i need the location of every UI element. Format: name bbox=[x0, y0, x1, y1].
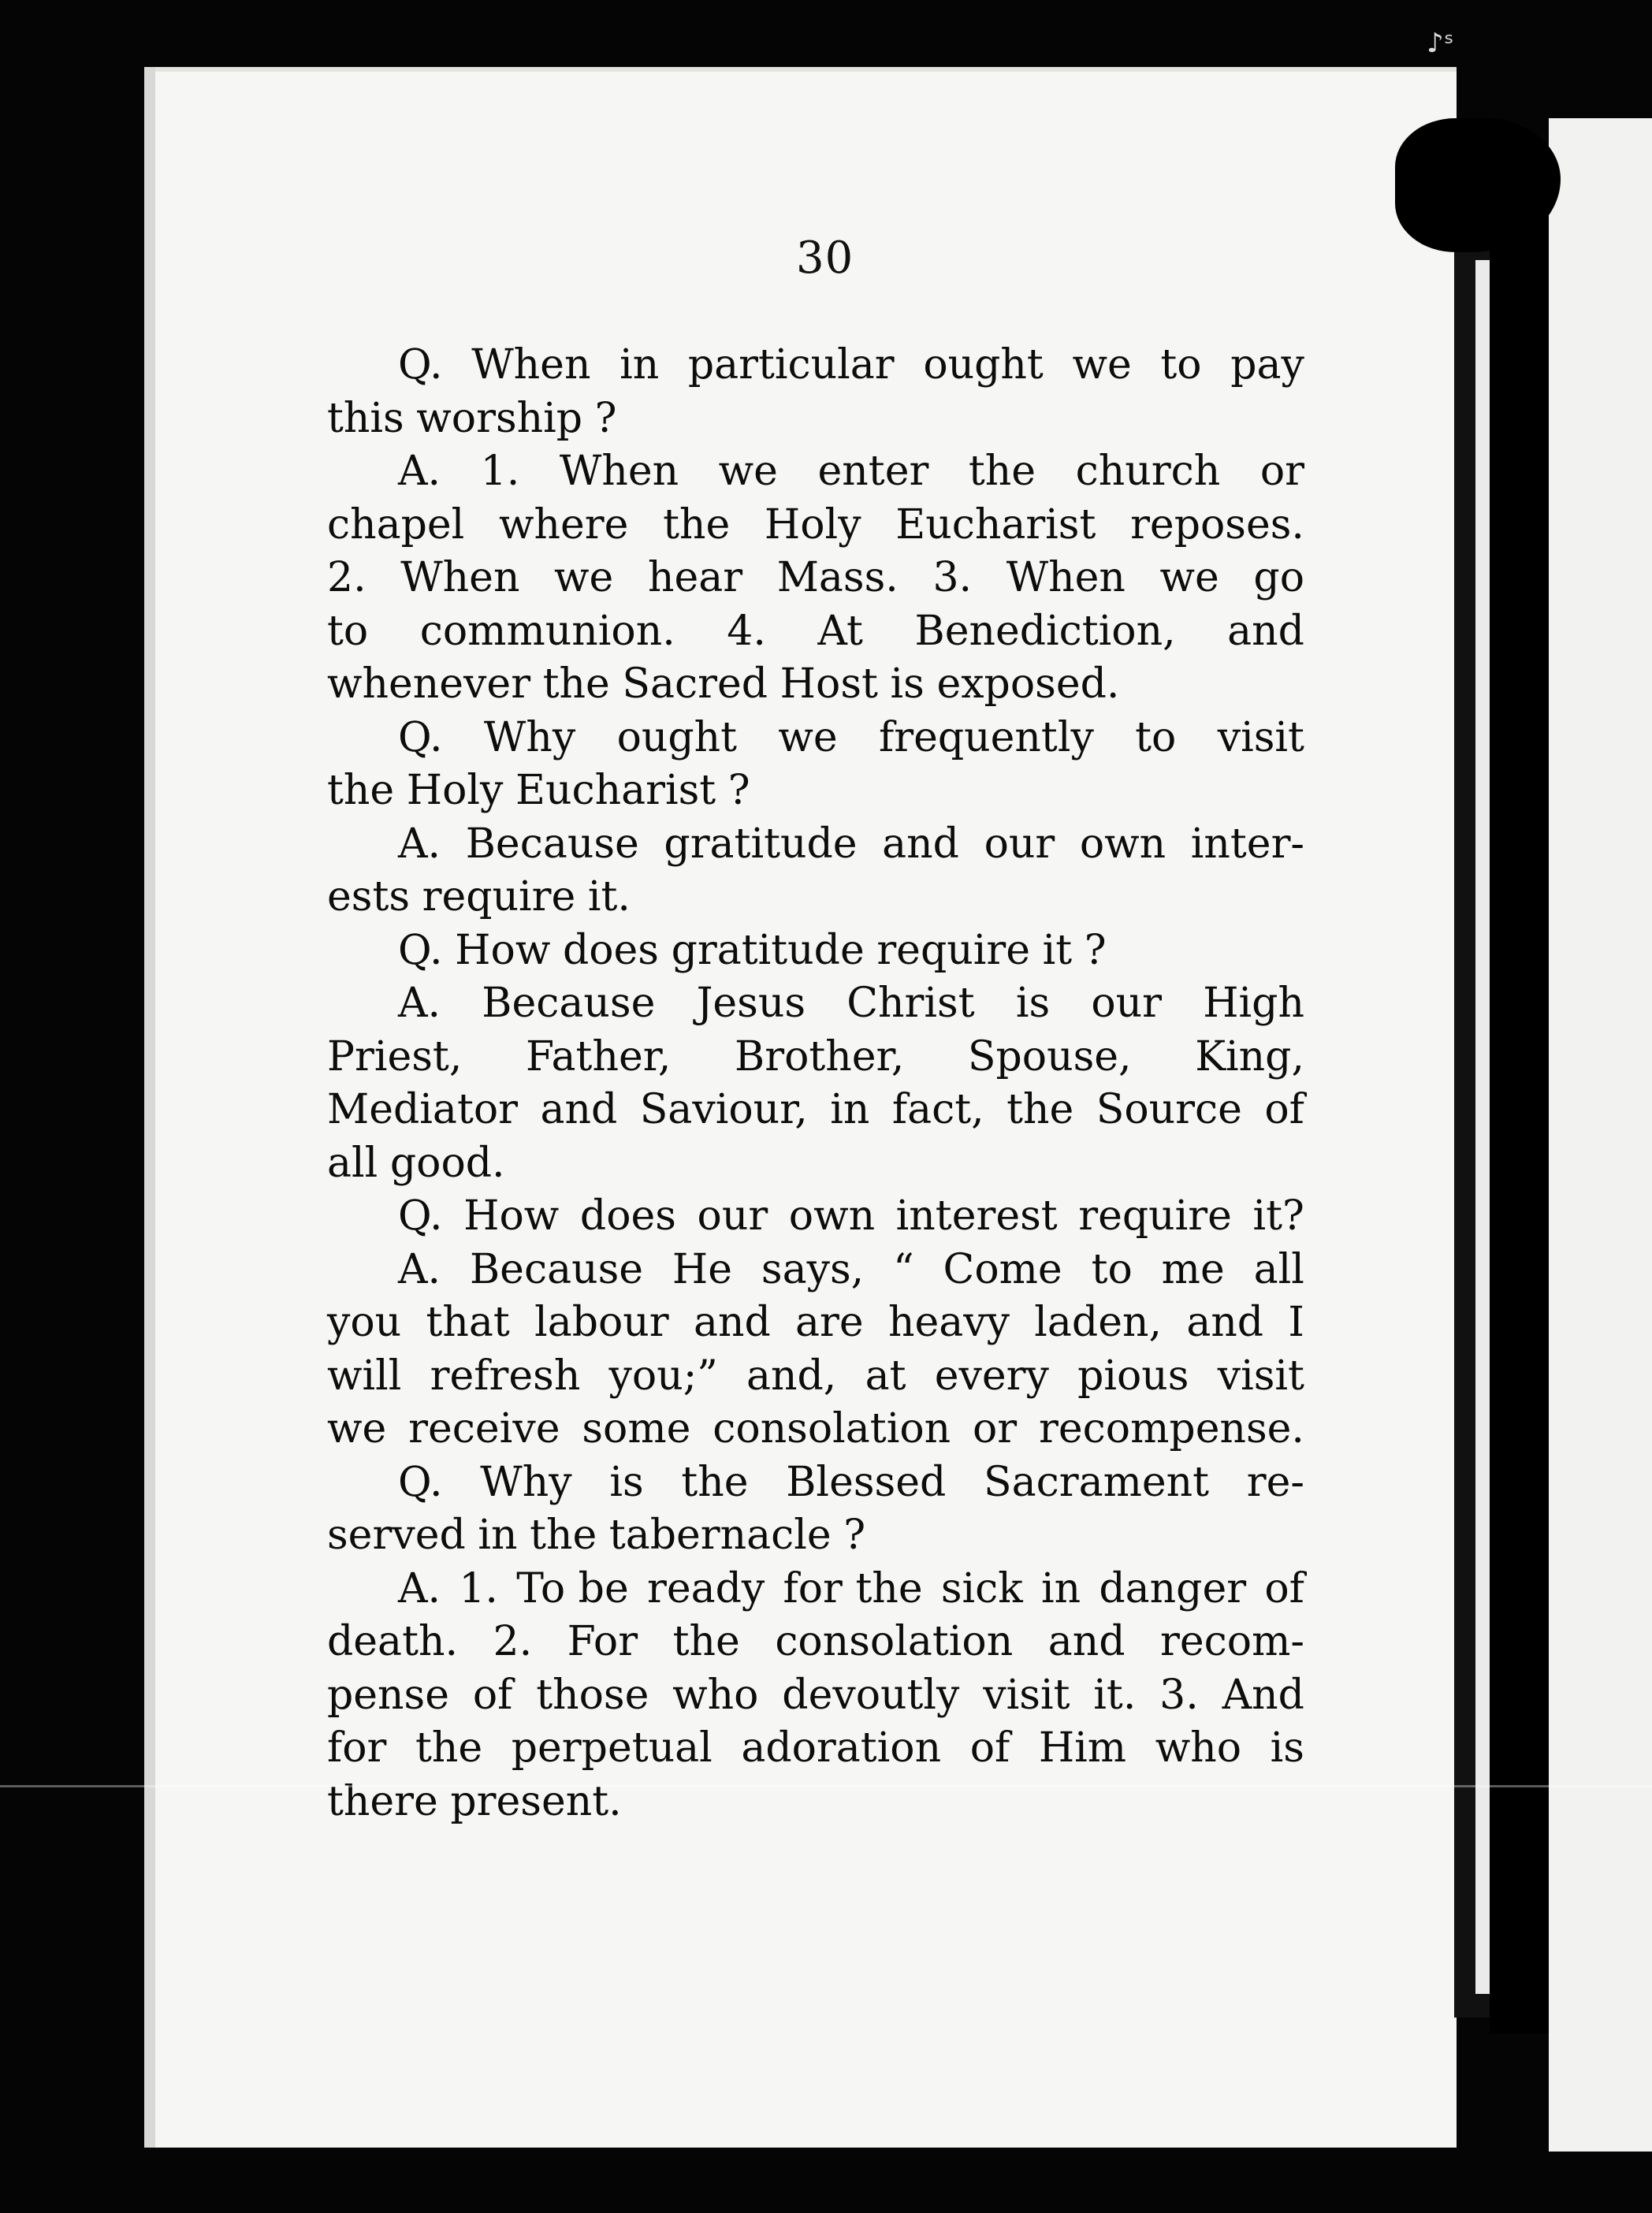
word: does bbox=[562, 926, 659, 974]
word: Because bbox=[469, 1245, 644, 1293]
word: we bbox=[1072, 341, 1132, 389]
text-line bbox=[327, 1403, 1304, 1456]
word: it? bbox=[1252, 1192, 1304, 1240]
word: all bbox=[327, 1139, 378, 1187]
text-line bbox=[327, 1350, 1304, 1404]
word: we bbox=[554, 554, 614, 601]
word: visit bbox=[983, 1671, 1070, 1719]
word: the bbox=[530, 1512, 597, 1559]
word: reposes. bbox=[1130, 500, 1304, 549]
word: at bbox=[865, 1352, 906, 1400]
word: A. bbox=[398, 980, 441, 1027]
word: you bbox=[327, 1299, 402, 1346]
word: Benediction, bbox=[914, 607, 1176, 655]
word: Why bbox=[480, 1458, 572, 1506]
text-line bbox=[327, 1563, 1304, 1616]
word: 2. bbox=[493, 1618, 533, 1665]
text-line bbox=[327, 1616, 1304, 1669]
word: hear bbox=[647, 554, 743, 601]
text-line bbox=[327, 1084, 1304, 1137]
word: Because bbox=[482, 980, 656, 1027]
text-line bbox=[327, 977, 1304, 1031]
word: present. bbox=[450, 1777, 622, 1825]
word: gratitude bbox=[671, 926, 865, 974]
text-line bbox=[327, 1296, 1304, 1350]
word: to bbox=[1135, 713, 1177, 761]
word: ? bbox=[1084, 926, 1107, 974]
word: me bbox=[1161, 1245, 1225, 1293]
page-gutter-edge bbox=[1475, 260, 1490, 1994]
word: ought bbox=[616, 713, 738, 761]
word: A. bbox=[398, 1245, 441, 1293]
word: particular bbox=[687, 341, 895, 389]
word: visit bbox=[1217, 1352, 1304, 1400]
word: it bbox=[1042, 926, 1073, 974]
word: in bbox=[1041, 1564, 1081, 1612]
word: ought bbox=[923, 341, 1044, 389]
word: When bbox=[1006, 554, 1126, 601]
word: Saviour, bbox=[639, 1086, 808, 1133]
word: Sacrament bbox=[983, 1458, 1210, 1506]
page-number: 30 bbox=[796, 232, 854, 284]
word: Mediator bbox=[327, 1086, 518, 1133]
text-line bbox=[327, 445, 1304, 499]
word: 4. bbox=[727, 607, 766, 655]
text-line bbox=[327, 1722, 1304, 1776]
word: ests bbox=[327, 873, 411, 921]
word: Q. bbox=[398, 713, 443, 761]
word: the bbox=[327, 767, 395, 814]
word: Mass. bbox=[776, 554, 899, 601]
word: for bbox=[327, 1724, 387, 1772]
word: fact, bbox=[891, 1086, 984, 1133]
word: pay bbox=[1230, 341, 1304, 389]
word: this bbox=[327, 394, 404, 442]
word: chapel bbox=[327, 500, 465, 549]
text-line bbox=[327, 764, 1304, 818]
word: Him bbox=[1038, 1724, 1127, 1772]
word: For bbox=[567, 1618, 638, 1665]
word: every bbox=[934, 1352, 1049, 1400]
word: To be bbox=[516, 1564, 629, 1612]
word: pious bbox=[1077, 1352, 1189, 1400]
word: who bbox=[672, 1671, 759, 1719]
word: death. bbox=[327, 1618, 458, 1665]
word: all bbox=[1253, 1245, 1304, 1293]
word: Brother, bbox=[735, 1032, 905, 1080]
word: refresh bbox=[430, 1352, 581, 1400]
word: King, bbox=[1195, 1032, 1304, 1080]
word: Christ bbox=[846, 980, 975, 1027]
word: there bbox=[327, 1777, 438, 1825]
word: whenever bbox=[327, 660, 531, 708]
word: ? bbox=[727, 767, 750, 814]
word: laden, bbox=[1034, 1299, 1163, 1346]
word: is bbox=[609, 1458, 644, 1506]
word: A. bbox=[398, 448, 441, 495]
word: in bbox=[478, 1512, 518, 1559]
binding-shadow bbox=[1490, 197, 1549, 2033]
word: danger bbox=[1099, 1564, 1247, 1612]
word: that bbox=[426, 1299, 510, 1346]
text-line bbox=[327, 1456, 1304, 1510]
word: to bbox=[1160, 341, 1202, 389]
word: we bbox=[1159, 554, 1219, 601]
text-line bbox=[327, 499, 1304, 552]
word: When bbox=[471, 341, 591, 389]
text-line bbox=[327, 605, 1304, 659]
word: Jesus bbox=[696, 980, 806, 1027]
word: heavy bbox=[887, 1299, 1010, 1346]
word: and bbox=[540, 1086, 618, 1133]
word: we bbox=[718, 448, 778, 495]
word: it. bbox=[1093, 1671, 1137, 1719]
word: you;” bbox=[608, 1352, 718, 1400]
word: recom- bbox=[1160, 1618, 1304, 1665]
opposite-page-edge bbox=[1549, 118, 1652, 2152]
word: says, bbox=[761, 1245, 865, 1293]
word: is bbox=[890, 660, 925, 708]
word: Q. bbox=[398, 926, 443, 974]
word: re- bbox=[1246, 1458, 1304, 1506]
word: who bbox=[1155, 1724, 1242, 1772]
word: How bbox=[463, 1192, 560, 1240]
word: frequently bbox=[879, 713, 1094, 761]
word: to bbox=[327, 607, 369, 655]
word: Blessed bbox=[786, 1458, 947, 1506]
word: own bbox=[1079, 820, 1166, 868]
word: 3. bbox=[1159, 1671, 1199, 1719]
word: Why bbox=[483, 713, 576, 761]
word: Q. bbox=[398, 341, 443, 389]
word: require bbox=[422, 873, 576, 921]
word: 2. bbox=[327, 554, 366, 601]
word: ? bbox=[594, 394, 617, 442]
word: where bbox=[498, 500, 629, 549]
scan-artifact-line bbox=[0, 1785, 1652, 1787]
word: perpetual bbox=[511, 1724, 713, 1772]
word: I bbox=[1288, 1299, 1304, 1346]
text-line bbox=[327, 1244, 1304, 1297]
word: A. bbox=[398, 820, 441, 868]
catechism-text bbox=[327, 339, 1304, 1828]
text-line bbox=[327, 1509, 1304, 1563]
word: those bbox=[536, 1671, 649, 1719]
word: the bbox=[663, 500, 731, 549]
word: Holy bbox=[406, 767, 504, 814]
word: He bbox=[672, 1245, 733, 1293]
text-line bbox=[327, 818, 1304, 872]
word: in bbox=[620, 341, 660, 389]
text-line bbox=[327, 658, 1304, 712]
word: and bbox=[882, 820, 959, 868]
word: the bbox=[672, 1618, 740, 1665]
word: our bbox=[1091, 980, 1162, 1027]
word: the bbox=[681, 1458, 749, 1506]
word: consolation bbox=[713, 1405, 951, 1452]
word: we bbox=[327, 1405, 387, 1452]
text-line bbox=[327, 924, 1304, 978]
word: Holy bbox=[764, 500, 861, 549]
text-line bbox=[327, 392, 1304, 446]
text-line bbox=[327, 552, 1304, 605]
word: of bbox=[969, 1724, 1010, 1772]
word: receive bbox=[408, 1405, 560, 1452]
word: 1. bbox=[480, 448, 520, 495]
word: is bbox=[1015, 980, 1051, 1027]
text-line bbox=[327, 1669, 1304, 1723]
word: our bbox=[697, 1192, 768, 1240]
word: is bbox=[1270, 1724, 1304, 1772]
word: we bbox=[778, 713, 838, 761]
word: Eucharist bbox=[895, 500, 1096, 549]
word: the bbox=[415, 1724, 483, 1772]
word: inter- bbox=[1190, 820, 1304, 868]
word: exposed. bbox=[936, 660, 1120, 708]
word: own bbox=[788, 1192, 876, 1240]
word: require bbox=[876, 926, 1030, 974]
word: interest bbox=[895, 1192, 1058, 1240]
word: A. bbox=[398, 1564, 441, 1612]
text-line bbox=[327, 871, 1304, 924]
word: Sacred bbox=[622, 660, 768, 708]
word: Father, bbox=[526, 1032, 672, 1080]
word: Q. bbox=[398, 1458, 443, 1506]
word: or bbox=[973, 1405, 1018, 1452]
word: served bbox=[327, 1512, 466, 1559]
word: gratitude bbox=[664, 820, 858, 868]
word: worship bbox=[416, 394, 583, 442]
word: ready bbox=[646, 1564, 765, 1612]
word: labour bbox=[534, 1299, 669, 1346]
word: Spouse, bbox=[967, 1032, 1132, 1080]
word: go bbox=[1253, 554, 1304, 601]
word: will bbox=[327, 1352, 402, 1400]
word: for the bbox=[783, 1564, 923, 1612]
word: of bbox=[472, 1671, 513, 1719]
word: communion. bbox=[419, 607, 675, 655]
word: some bbox=[582, 1405, 691, 1452]
word: Source bbox=[1096, 1086, 1242, 1133]
word: and bbox=[1227, 607, 1304, 655]
word: enter bbox=[817, 448, 929, 495]
word: to bbox=[1091, 1245, 1133, 1293]
word: and, bbox=[746, 1352, 837, 1400]
word: “ bbox=[893, 1245, 914, 1293]
text-line bbox=[327, 1776, 1304, 1829]
word: Host bbox=[779, 660, 878, 708]
word: good. bbox=[389, 1139, 505, 1187]
text-line bbox=[327, 1031, 1304, 1084]
word: pense bbox=[327, 1671, 450, 1719]
word: does bbox=[579, 1192, 676, 1240]
word: devoutly bbox=[782, 1671, 960, 1719]
word: 3. bbox=[932, 554, 973, 601]
word: recompense. bbox=[1039, 1405, 1304, 1452]
text-line bbox=[327, 339, 1304, 392]
word: of bbox=[1264, 1086, 1304, 1133]
word: it. bbox=[587, 873, 631, 921]
word: our bbox=[984, 820, 1055, 868]
word: of bbox=[1264, 1564, 1304, 1612]
word: adoration bbox=[741, 1724, 942, 1772]
text-line bbox=[327, 712, 1304, 765]
word: require bbox=[1078, 1192, 1232, 1240]
word: and bbox=[1186, 1299, 1264, 1346]
word: and bbox=[1047, 1618, 1126, 1665]
word: Eucharist bbox=[515, 767, 716, 814]
word: Q. bbox=[398, 1192, 443, 1240]
word: tabernacle bbox=[608, 1512, 832, 1559]
word: the bbox=[968, 448, 1036, 495]
word: church bbox=[1075, 448, 1221, 495]
word: And bbox=[1222, 1671, 1304, 1719]
corner-mark: ♪ˢ bbox=[1427, 28, 1454, 59]
word: Because bbox=[465, 820, 639, 868]
word: the bbox=[542, 660, 610, 708]
text-line bbox=[327, 1190, 1304, 1244]
word: When bbox=[559, 448, 679, 495]
word: Come bbox=[943, 1245, 1062, 1293]
word: or bbox=[1259, 448, 1304, 495]
word: sick bbox=[940, 1564, 1023, 1612]
word: and bbox=[693, 1299, 771, 1346]
word: consolation bbox=[775, 1618, 1014, 1665]
word: 1. bbox=[459, 1564, 498, 1612]
word: visit bbox=[1217, 713, 1304, 761]
word: When bbox=[400, 554, 520, 601]
word: the bbox=[1006, 1086, 1074, 1133]
word: in bbox=[830, 1086, 870, 1133]
word: How bbox=[455, 926, 551, 974]
text-line bbox=[327, 1137, 1304, 1191]
word: At bbox=[817, 607, 863, 655]
word: Priest, bbox=[327, 1032, 463, 1080]
word: High bbox=[1203, 980, 1304, 1027]
word: are bbox=[795, 1299, 864, 1346]
word: ? bbox=[843, 1512, 866, 1559]
